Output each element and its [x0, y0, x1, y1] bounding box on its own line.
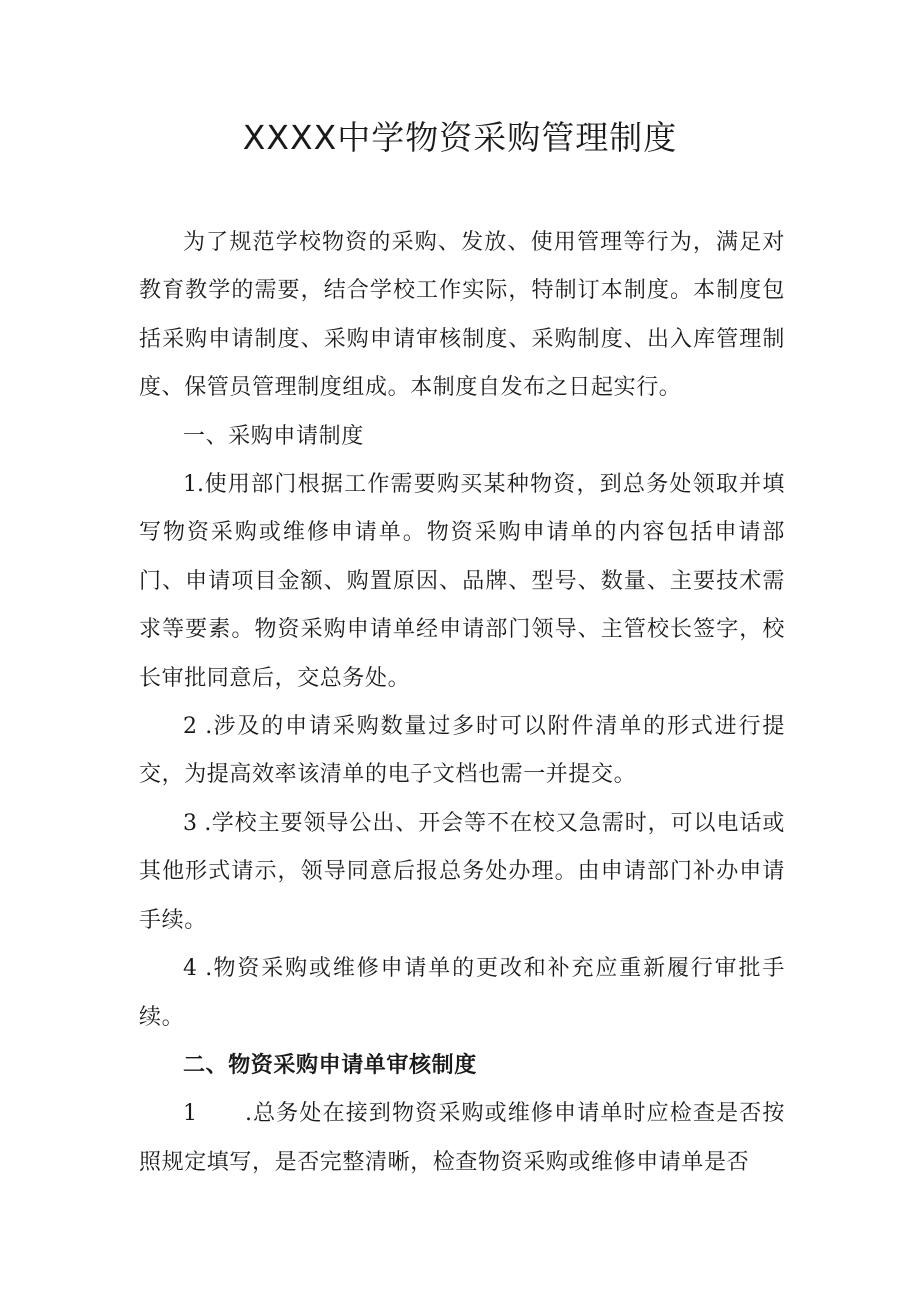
section-heading-review: 二、物资采购申请单审核制度 [183, 1052, 477, 1078]
section-heading-application: 一、采购申请制度 [183, 423, 364, 449]
document-body [139, 219, 785, 1187]
list-item [139, 1090, 785, 1187]
item-number: 4 . [183, 956, 213, 982]
item-number: 3 . [183, 810, 212, 836]
document-title: XXXX中学物资采购管理制度 [242, 118, 678, 157]
item-text: 涉及的申请采购数量过多时可以附件清单的形式进行提交，为提高效率该清单的电子文档也需一并提交。 [139, 714, 785, 788]
list-item [139, 800, 785, 945]
item-number: 2 . [183, 714, 213, 740]
item-text: 学校主要领导公出、开会等不在校又急需时，可以电话或其他形式请示，领导同意后报总务处办理。由申请部门补办申请手续。 [139, 810, 785, 933]
item-text: 物资采购或维修申请单的更改和补充应重新履行审批手续。 [139, 956, 785, 1030]
item-text: .总务处在接到物资采购或维修申请单时应检查是否按照规定填写，是否完整清晰，检查物资采购或维修申请单是否 [139, 1101, 785, 1175]
item-text: 使用部门根据工作需要购买某种物资，到总务处领取并填写物资采购或维修申请单。物资采购申请单的内容包括申请部门、申请项目金额、购置原因、品牌、型号、数量、主要技术需求等要素。物资采购申请单经申请部门领导、主管校长签字，校长审批同意后，交总务处。 [139, 472, 785, 691]
list-item [139, 945, 785, 1042]
list-item [139, 461, 785, 703]
item-number: 1 [183, 1101, 197, 1127]
list-item [139, 703, 785, 800]
item-number: 1. [183, 472, 204, 498]
intro-paragraph: 为了规范学校物资的采购、发放、使用管理等行为，满足对教育教学的需要，结合学校工作实际，特制订本制度。本制度包括采购申请制度、采购申请审核制度、采购制度、出入库管理制度、保管员管理制度组成。本制度自发布之日起实行。 [139, 230, 785, 401]
